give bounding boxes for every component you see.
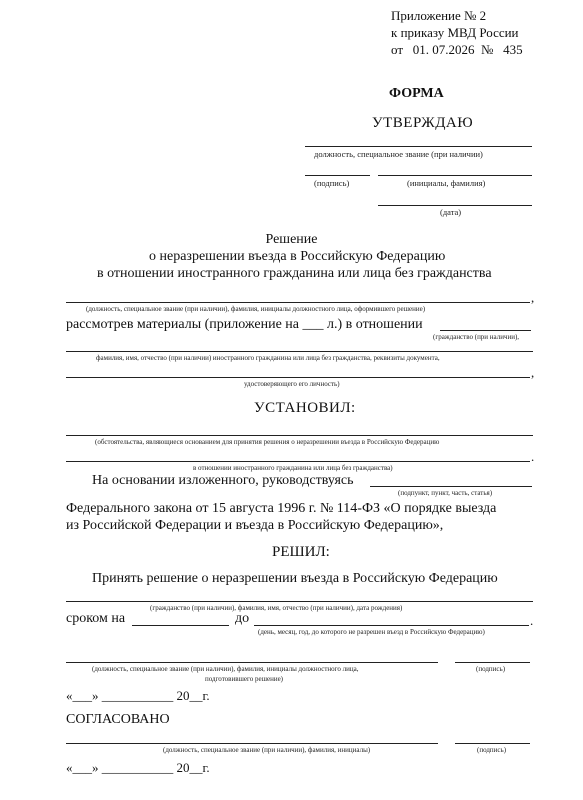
identity-comma: , [531,365,535,380]
term-date-line [254,625,529,626]
decision-caption: (гражданство (при наличии), фамилия, имя, отчество (при наличии), дата рождения) [150,604,403,612]
approve-position-caption: должность, специальное звание (при наличии) [314,149,483,159]
approve-signature-line [305,175,370,176]
approve-date-line [378,205,532,206]
person-line [66,351,533,352]
signoff-official-caption: (должность, специальное звание (при наличии), фамилия, инициалы должностного лица, [92,665,359,673]
circumstances-caption-2: в отношении иностранного гражданина или лица без гражданства) [193,464,393,472]
term-caption: (день, месяц, год, до которого не разрешен въезд в Российскую Федерацию) [258,628,485,636]
term-until: до [235,611,250,626]
person-caption: фамилия, имя, отчество (при наличии) иностранного гражданина или лица без гражданства, реквизиты документа, [96,354,440,362]
signoff-signature-caption: (подпись) [476,665,506,673]
order-date-line [391,42,523,58]
decided-heading: РЕШИЛ: [272,544,330,560]
citizenship-line [440,330,531,331]
basis-line [370,486,532,487]
citizenship-caption: (гражданство (при наличии), [433,333,520,341]
appendix-label: Приложение № 2 [391,8,487,23]
agreed-signature-caption: (подпись) [477,746,507,754]
agreed-signature-line [455,743,530,744]
agreed-official-line [66,743,438,744]
circumstances-caption: (обстоятельства, являющиеся основанием для принятия решения о неразрешении въезда в Российскую Федерацию [95,438,440,446]
official-caption: (должность, специальное звание (при наличии), фамилия, инициалы должностного лица, оформившего решение) [86,305,426,313]
decision-line [66,601,533,602]
form-label: ФОРМА [389,86,444,101]
document-subtitle-2: в отношении иностранного гражданина или лица без гражданства [97,266,492,281]
official-comma: , [531,290,535,305]
law-line-2: из Российской Федерации и въезда в Российскую Федерацию», [66,518,444,533]
order-date: 01. 07.2026 [412,42,475,57]
approve-position-line [305,146,532,147]
circumstances-line-2 [66,461,530,462]
term-dot: . [530,613,534,628]
approve-initials-caption: (инициалы, фамилия) [407,178,486,188]
document-title: Решение [265,232,318,247]
approve-initials-line [378,175,532,176]
order-reference: к приказу МВД России [391,25,519,40]
agreed-caption: (должность, специальное звание (при наличии), фамилия, инициалы) [163,746,371,754]
agreed-date: «___» ___________ 20__г. [66,760,210,775]
agreed-heading: СОГЛАСОВАНО [66,712,170,727]
order-number: 435 [503,42,523,57]
signoff-date: «___» ___________ 20__г. [66,688,210,703]
decision-text: Принять решение о неразрешении въезда в Российскую Федерацию [92,571,498,586]
approve-date-caption: (дата) [440,207,462,217]
order-from-prefix: от [391,42,404,57]
official-line [66,302,530,303]
basis-caption: (подпункт, пункт, часть, статья) [398,489,493,497]
signoff-official-caption-2: подготовившего решение) [205,675,284,683]
reviewed-text: рассмотрев материалы (приложение на ___ л.) в отношении [66,317,423,332]
circumstances-line-1 [66,435,533,436]
order-number-prefix: № [481,42,494,57]
identity-caption: удостоверяющего его личность) [244,380,340,388]
approve-title: УТВЕРЖДАЮ [372,115,474,131]
established-heading: УСТАНОВИЛ: [254,400,356,416]
circumstances-dot: . [531,449,535,464]
basis-text: На основании изложенного, руководствуясь [92,473,354,488]
term-prefix: сроком на [66,611,126,626]
approve-signature-caption: (подпись) [314,178,350,188]
signoff-signature-line [455,662,530,663]
identity-line [66,377,530,378]
law-line-1: Федерального закона от 15 августа 1996 г. № 114-ФЗ «О порядке выезда [66,501,497,516]
signoff-official-line [66,662,438,663]
term-length-line [132,625,229,626]
document-subtitle-1: о неразрешении въезда в Российскую Федерацию [149,249,446,264]
